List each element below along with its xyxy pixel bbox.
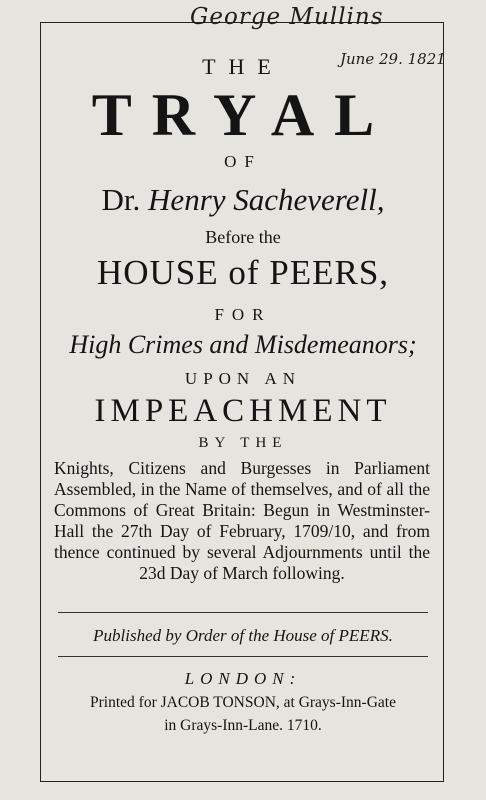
publisher-line: Published by Order of the House of PEERS. [93, 626, 393, 645]
imprint-line-2: in Grays-Inn-Lane. 1710. [164, 717, 322, 734]
title-by-the: BY THE [198, 435, 288, 451]
name-prefix: Dr. [101, 182, 149, 217]
handwritten-signature: George Mullins [190, 4, 384, 30]
title-impeachment: IMPEACHMENT [94, 393, 392, 429]
title-the: THE [202, 54, 284, 79]
title-of: OF [224, 152, 262, 171]
handwritten-date: June 29. 1821 [340, 50, 446, 68]
title-before: Before the [205, 227, 281, 247]
body-paragraph: Knights, Citizens and Burgesses in Parliament Assembled, in the Name of themselves, and of all the Commons of Great Britain: Begun in Westminster-Hall the 27th Day of February, 1709/10, and from thence continued by several Adjournments until the 23d Day of March following. [54, 458, 430, 583]
name-italic: Henry Sacheverell, [148, 182, 385, 217]
imprint-line-1: Printed for JACOB TONSON, at Grays-Inn-Gate [90, 694, 396, 711]
title-for: FOR [214, 305, 272, 324]
defendant-name [0, 182, 486, 218]
imprint-city: LONDON: [184, 669, 302, 688]
title-house-of-peers: HOUSE of PEERS, [96, 253, 390, 292]
title-upon-an: UPON AN [184, 369, 302, 388]
title-crimes: High Crimes and Misdemeanors; [69, 330, 417, 359]
rule-bottom [58, 656, 428, 657]
rule-top [58, 612, 428, 613]
title-tryal: TRYAL [91, 82, 395, 148]
